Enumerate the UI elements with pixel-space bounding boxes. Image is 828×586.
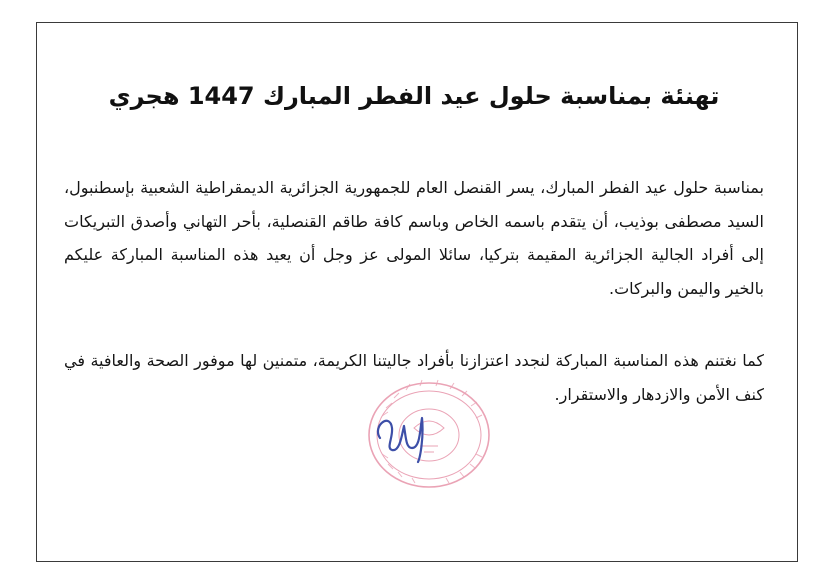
paragraph-closing: كما نغتنم هذه المناسبة المباركة لنجدد اعتزازنا بأفراد جاليتنا الكريمة، متمنين لها موفور الصحة والعافية في كنف الأمن والازدهار والاستقرار. [64, 351, 764, 404]
document-title: تهنئة بمناسبة حلول عيد الفطر المبارك 1447 هجري [108, 82, 720, 110]
handwritten-signature-icon [362, 404, 452, 464]
paragraph-greeting: بمناسبة حلول عيد الفطر المبارك، يسر القنصل العام للجمهورية الجزائرية الديمقراطية الشعبية بإسطنبول، السيد مصطفى بوذيب، أن يتقدم باسمه الخاص وباسم كافة طاقم القنصلية، بأحر التهاني وأصدق التبريكات إلى أفراد الجالية الجزائرية المقيمة بتركيا، سائلا المولى عز وجل أن يعيد هذه المناسبة المباركة عليكم بالخير واليمن والبركات. [64, 178, 764, 298]
